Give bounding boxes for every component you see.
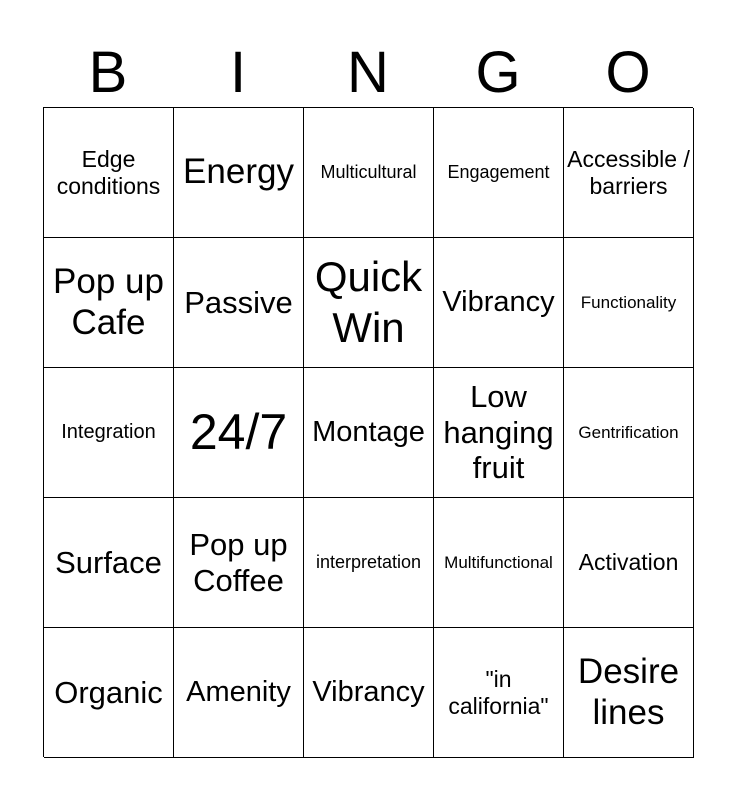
- bingo-cell-r2-c0[interactable]: [44, 368, 174, 498]
- cell-text: Accessible / barriers: [567, 146, 690, 199]
- bingo-cell-r1-c3[interactable]: [434, 238, 564, 368]
- bingo-cell-r1-c4[interactable]: [564, 238, 694, 368]
- cell-text: Pop up Cafe: [53, 262, 164, 342]
- bingo-cell-r3-c0[interactable]: [44, 498, 174, 628]
- bingo-cell-r2-c1[interactable]: [174, 368, 304, 498]
- bingo-cell-r0-c0[interactable]: [44, 108, 174, 238]
- bingo-cell-r1-c2[interactable]: [304, 238, 434, 368]
- bingo-cell-r4-c1[interactable]: [174, 628, 304, 758]
- bingo-cell-r4-c2[interactable]: [304, 628, 434, 758]
- bingo-cell-r4-c3[interactable]: [434, 628, 564, 758]
- cell-text: Passive: [184, 284, 293, 320]
- cell-text: Vibrancy: [442, 285, 555, 318]
- bingo-cell-r2-c4[interactable]: [564, 368, 694, 498]
- cell-text: Amenity: [186, 675, 291, 708]
- cell-text: Integration: [61, 421, 156, 443]
- cell-text: Gentrification: [578, 422, 679, 442]
- cell-text: Edge conditions: [56, 146, 161, 199]
- cell-text: Surface: [55, 544, 162, 580]
- bingo-cell-r3-c3[interactable]: [434, 498, 564, 628]
- cell-text: Desire lines: [577, 652, 680, 732]
- header-letter-g: G: [475, 40, 521, 105]
- cell-text: Activation: [578, 549, 679, 576]
- cell-text: interpretation: [315, 552, 422, 573]
- bingo-cell-r0-c4[interactable]: [564, 108, 694, 238]
- bingo-cell-r1-c1[interactable]: [174, 238, 304, 368]
- header-letter-i: I: [229, 40, 247, 105]
- cell-text: Multicultural: [320, 162, 417, 183]
- cell-text: Low hanging fruit: [443, 379, 554, 486]
- bingo-cell-r1-c0[interactable]: [44, 238, 174, 368]
- bingo-board: [43, 107, 693, 757]
- bingo-cell-r3-c2[interactable]: [304, 498, 434, 628]
- bingo-header: [43, 38, 693, 108]
- cell-text: Montage: [312, 415, 425, 448]
- header-letter-n: N: [347, 40, 389, 105]
- cell-text: Energy: [183, 152, 294, 192]
- bingo-cell-r0-c2[interactable]: [304, 108, 434, 238]
- cell-text: Organic: [54, 674, 163, 710]
- cell-text: "in california": [448, 666, 549, 719]
- bingo-cell-r0-c3[interactable]: [434, 108, 564, 238]
- cell-text: Functionality: [580, 292, 677, 312]
- bingo-cell-r3-c1[interactable]: [174, 498, 304, 628]
- bingo-cell-r2-c2[interactable]: [304, 368, 434, 498]
- header-letter-o: O: [605, 40, 651, 105]
- bingo-cell-r4-c0[interactable]: [44, 628, 174, 758]
- bingo-cell-r0-c1[interactable]: [174, 108, 304, 238]
- bingo-cell-r3-c4[interactable]: [564, 498, 694, 628]
- cell-text: 24/7: [189, 403, 288, 460]
- header-letter-b: B: [88, 40, 128, 105]
- cell-text: Engagement: [447, 162, 550, 183]
- cell-text: Quick Win: [314, 253, 423, 351]
- cell-text: Multifunctional: [444, 552, 553, 572]
- cell-text: Vibrancy: [312, 675, 425, 708]
- bingo-cell-r4-c4[interactable]: [564, 628, 694, 758]
- bingo-cell-r2-c3[interactable]: [434, 368, 564, 498]
- cell-text: Pop up Coffee: [189, 526, 288, 598]
